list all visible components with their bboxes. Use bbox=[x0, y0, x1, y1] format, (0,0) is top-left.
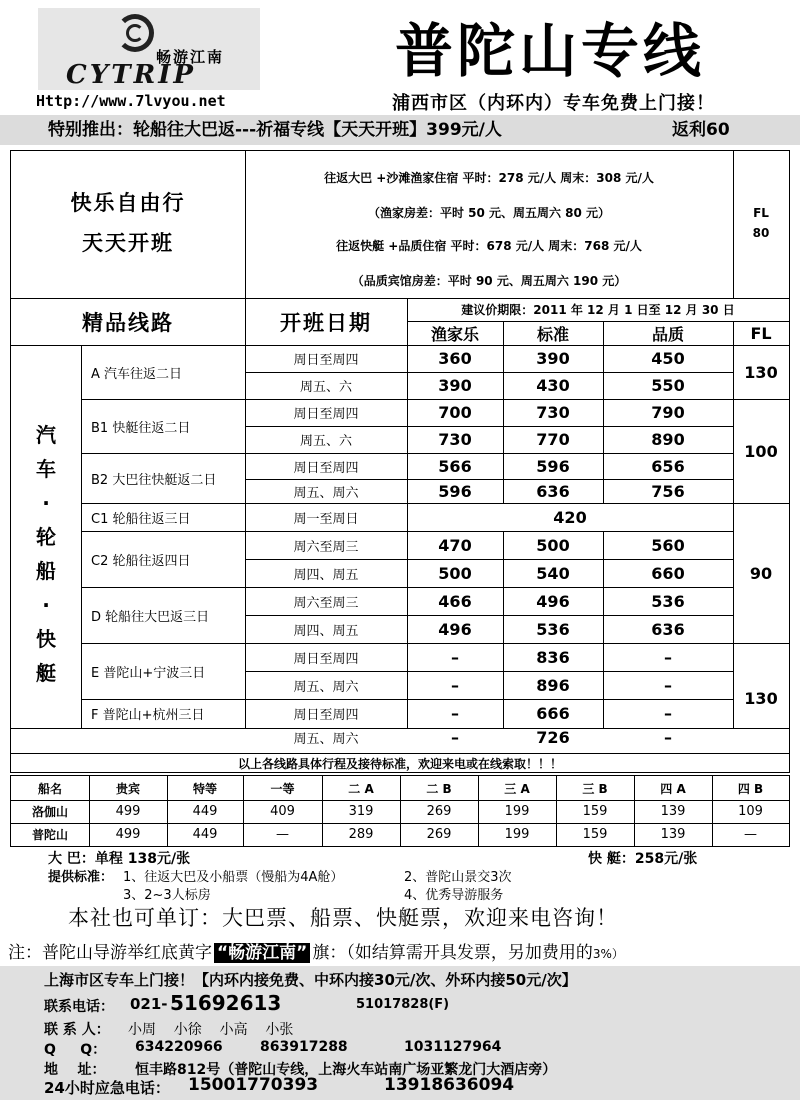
price-fisherman: – bbox=[451, 728, 459, 747]
price-fisherman: 700 bbox=[438, 403, 472, 422]
price-standard: 596 bbox=[536, 456, 570, 476]
column-route: 精品线路 bbox=[82, 310, 174, 335]
route-name: B1 快艇往返二日 bbox=[91, 420, 191, 436]
price-quality: 550 bbox=[651, 376, 685, 395]
price-fisherman: 566 bbox=[438, 456, 472, 476]
phone-prefix: 021- bbox=[130, 995, 168, 1013]
ship-cell: 269 bbox=[426, 804, 452, 819]
route-name: D 轮船往大巴返三日 bbox=[91, 609, 210, 625]
free-travel-boat-supplement: （品质宾馆房差：平时 90 元、周五周六 190 元） bbox=[351, 273, 627, 288]
qq-label: Q Q： bbox=[44, 1042, 107, 1058]
divider bbox=[478, 776, 479, 846]
table-footer-note: 以上各线路具体行程及接待标准，欢迎来电或在线索取！！！ bbox=[237, 756, 562, 771]
service-item: 3、2~3人标房 bbox=[123, 888, 211, 903]
price-quality: – bbox=[664, 704, 672, 723]
free-travel-title: 快乐自由行 bbox=[70, 191, 186, 215]
single-ticket-notice: 本社也可单订：大巴票、船票、快艇票，欢迎来电咨询！ bbox=[68, 906, 618, 930]
fl-value: 90 bbox=[749, 563, 773, 583]
divider bbox=[11, 728, 81, 729]
fl-value: 100 bbox=[744, 441, 778, 461]
emergency-label: 24小时应急电话： bbox=[44, 1079, 170, 1097]
column-fisherman: 渔家乐 bbox=[430, 324, 479, 344]
emergency-phone[interactable]: 13918636094 bbox=[384, 1075, 515, 1095]
free-travel-daily: 天天开班 bbox=[82, 231, 174, 255]
promo-banner bbox=[0, 115, 800, 145]
column-quality: 品质 bbox=[651, 324, 684, 344]
phone-label: 联系电话： bbox=[44, 999, 114, 1015]
ship-cell: 139 bbox=[660, 827, 686, 842]
guide-flag-name: “畅游江南” bbox=[214, 943, 310, 963]
route-name: C2 轮船往返四日 bbox=[91, 553, 191, 569]
ship-header-cell: 四 A bbox=[660, 781, 686, 796]
ship-cell: — bbox=[744, 827, 757, 842]
divider bbox=[556, 776, 557, 846]
qq-number[interactable]: 863917288 bbox=[260, 1039, 348, 1055]
pickup-fees: 上海市区专车上门接！【内环内接免费、中环内接30元/次、外环内接50元/次】 bbox=[44, 971, 577, 989]
qq-number[interactable]: 1031127964 bbox=[404, 1039, 502, 1055]
qq-number[interactable]: 634220966 bbox=[135, 1039, 223, 1055]
price-value: 420 bbox=[553, 507, 587, 527]
side-char: · bbox=[42, 490, 50, 515]
free-travel-boat-price: 往返快艇 +品质住宿 平时：678 元/人 周末：768 元/人 bbox=[336, 238, 642, 253]
contact-people: 小周 小徐 小高 小张 bbox=[128, 1022, 294, 1038]
divider bbox=[11, 823, 789, 824]
column-date: 开班日期 bbox=[280, 310, 372, 335]
price-standard: 496 bbox=[536, 591, 570, 611]
ship-cell: 199 bbox=[504, 827, 530, 842]
logo-chinese-name: 畅游江南 bbox=[156, 48, 225, 66]
side-char: 船 bbox=[36, 558, 56, 583]
price-standard: 726 bbox=[536, 728, 570, 747]
ship-header-cell: 四 B bbox=[737, 781, 764, 796]
fl-value: 130 bbox=[744, 688, 778, 708]
divider bbox=[81, 728, 245, 729]
departure-days: 周五、周六 bbox=[293, 732, 359, 747]
departure-days: 周五、六 bbox=[299, 380, 352, 395]
price-standard: 836 bbox=[536, 647, 570, 667]
price-quality: 536 bbox=[651, 591, 685, 611]
price-fisherman: 496 bbox=[438, 619, 472, 639]
price-quality: – bbox=[664, 728, 672, 747]
emergency-phone[interactable]: 15001770393 bbox=[188, 1075, 319, 1095]
price-fisherman: 466 bbox=[438, 591, 472, 611]
free-travel-fl-label: FL bbox=[753, 206, 769, 220]
promo-rebate: 返利60 bbox=[672, 120, 730, 140]
price-standard: 540 bbox=[536, 563, 570, 583]
ship-cell: 449 bbox=[192, 804, 218, 819]
price-standard: 390 bbox=[536, 349, 570, 368]
route-name: A 汽车往返二日 bbox=[91, 366, 183, 382]
price-fisherman: – bbox=[451, 647, 459, 667]
ship-cell: 449 bbox=[192, 827, 218, 842]
price-fisherman: 596 bbox=[438, 481, 472, 501]
ship-cell: 499 bbox=[115, 804, 141, 819]
price-standard: 770 bbox=[536, 430, 570, 449]
service-standard-label: 提供标准： bbox=[48, 870, 114, 885]
route-name: B2 大巴往快艇返二日 bbox=[91, 472, 217, 488]
address-label: 地 址： bbox=[44, 1062, 106, 1078]
price-fisherman: 730 bbox=[438, 430, 472, 449]
price-quality: 790 bbox=[651, 403, 685, 422]
price-standard: 536 bbox=[536, 619, 570, 639]
bus-ticket-price: 大 巴：单程 138元/张 bbox=[48, 851, 191, 867]
guide-flag-prefix: 注：普陀山导游举红底黄字 bbox=[8, 943, 212, 963]
departure-days: 周日至周四 bbox=[293, 353, 359, 368]
departure-days: 周六至周三 bbox=[293, 539, 359, 555]
price-quality: 890 bbox=[651, 430, 685, 449]
ship-cell: 159 bbox=[582, 804, 608, 819]
ship-header-cell: 三 B bbox=[582, 781, 608, 796]
price-fisherman: – bbox=[451, 704, 459, 723]
departure-days: 周一至周日 bbox=[293, 511, 359, 527]
departure-days: 周日至周四 bbox=[293, 407, 359, 422]
ship-cell: 499 bbox=[115, 827, 141, 842]
logo-swirl-inner-icon bbox=[126, 24, 144, 42]
ship-cell: — bbox=[276, 827, 289, 842]
ship-header-cell: 三 A bbox=[504, 781, 530, 796]
transport-side-label bbox=[11, 416, 81, 691]
ship-cell: 109 bbox=[738, 804, 763, 819]
divider bbox=[89, 776, 90, 846]
divider bbox=[243, 776, 244, 846]
price-validity: 建议价期限：2011 年 12 月 1 日至 12 月 30 日 bbox=[461, 303, 735, 317]
fl-value: 130 bbox=[744, 362, 778, 382]
pickup-subtitle: 浦西市区（内环内）专车免费上门接！ bbox=[392, 93, 715, 114]
ship-price-table bbox=[10, 775, 790, 847]
service-item: 4、优秀导游服务 bbox=[404, 888, 504, 903]
ship-header-cell: 一等 bbox=[270, 781, 295, 796]
people-label: 联 系 人： bbox=[44, 1022, 110, 1038]
divider bbox=[634, 776, 635, 846]
price-fisherman: – bbox=[451, 675, 459, 695]
price-standard: 896 bbox=[536, 675, 570, 695]
service-item: 2、普陀山景交3次 bbox=[404, 870, 512, 885]
departure-days: 周日至周四 bbox=[293, 651, 359, 667]
divider bbox=[400, 776, 401, 846]
fax-number: 51017828(F) bbox=[356, 997, 450, 1012]
price-quality: 756 bbox=[651, 481, 685, 501]
divider bbox=[322, 776, 323, 846]
ship-cell: 319 bbox=[348, 804, 374, 819]
speedboat-ticket-price: 快 艇：258元/张 bbox=[588, 851, 698, 867]
address: 恒丰路812号（普陀山专线，上海火车站南广场亚繁龙门大酒店旁） bbox=[135, 1062, 557, 1078]
free-travel-bus-price: 往返大巴 +沙滩渔家住宿 平时：278 元/人 周末：308 元/人 bbox=[324, 170, 654, 185]
side-char: 艇 bbox=[36, 660, 56, 685]
price-standard: 636 bbox=[536, 481, 570, 501]
divider bbox=[712, 776, 713, 846]
ship-cell: 409 bbox=[270, 804, 295, 819]
price-quality: 450 bbox=[651, 349, 685, 368]
departure-days: 周五、周六 bbox=[293, 679, 359, 695]
departure-days: 周四、周五 bbox=[293, 567, 359, 583]
departure-days: 周日至周四 bbox=[293, 460, 359, 476]
website-url[interactable]: Http://www.7lvyou.net bbox=[36, 92, 226, 110]
price-fisherman: 390 bbox=[438, 376, 472, 395]
departure-days: 周六至周三 bbox=[293, 595, 359, 611]
price-standard: 430 bbox=[536, 376, 570, 395]
free-travel-bus-supplement: （渔家房差：平时 50 元、周五周六 80 元） bbox=[367, 205, 611, 220]
page-title: 普陀山专线 bbox=[394, 17, 705, 85]
ship-cell: 139 bbox=[660, 804, 686, 819]
ship-cell: 289 bbox=[348, 827, 374, 842]
column-standard: 标准 bbox=[536, 324, 569, 344]
price-quality: 560 bbox=[651, 535, 685, 555]
departure-days: 周四、周五 bbox=[293, 623, 359, 639]
price-standard: 500 bbox=[536, 535, 570, 555]
side-char: 车 bbox=[36, 456, 56, 481]
route-name: F 普陀山+杭州三日 bbox=[91, 708, 205, 723]
ship-cell: 269 bbox=[426, 827, 452, 842]
promo-text: 特别推出：轮船往大巴返---祈福专线【天天开班】399元/人 bbox=[48, 120, 502, 140]
ship-cell: 洛伽山 bbox=[31, 805, 68, 819]
price-fisherman: 360 bbox=[438, 349, 472, 368]
price-standard: 666 bbox=[536, 704, 570, 723]
side-char: 汽 bbox=[36, 422, 56, 447]
ship-cell: 普陀山 bbox=[31, 828, 68, 842]
ship-header-cell: 二 A bbox=[348, 781, 374, 796]
free-travel-fl-value: 80 bbox=[752, 226, 770, 240]
side-char: · bbox=[42, 592, 50, 617]
price-quality: 660 bbox=[651, 563, 685, 583]
divider bbox=[167, 776, 168, 846]
price-fisherman: 470 bbox=[438, 535, 472, 555]
price-quality: 656 bbox=[651, 456, 685, 476]
route-name: C1 轮船往返三日 bbox=[91, 511, 191, 527]
departure-days: 周五、周六 bbox=[293, 485, 359, 501]
service-item: 1、往返大巴及小船票（慢船为4A舱） bbox=[123, 870, 344, 885]
guide-flag-suffix: 旗：（如结算需开具发票，另加费用的 bbox=[312, 943, 593, 963]
departure-days: 周日至周四 bbox=[293, 708, 359, 723]
price-quality: – bbox=[664, 675, 672, 695]
side-char: 快 bbox=[36, 626, 56, 651]
ship-cell: 159 bbox=[582, 827, 608, 842]
route-name: E 普陀山+宁波三日 bbox=[91, 665, 206, 681]
ship-cell: 199 bbox=[504, 804, 530, 819]
price-table bbox=[10, 150, 790, 773]
ship-header-cell: 二 B bbox=[426, 781, 452, 796]
logo-english-name: CYTRIP bbox=[66, 60, 196, 90]
ship-header-cell: 特等 bbox=[192, 781, 217, 796]
price-quality: – bbox=[664, 647, 672, 667]
phone-main[interactable]: 51692613 bbox=[170, 991, 282, 1015]
price-standard: 730 bbox=[536, 403, 570, 422]
ship-header-cell: 船名 bbox=[37, 781, 62, 796]
logo bbox=[38, 8, 260, 90]
ship-header-cell: 贵宾 bbox=[115, 781, 140, 796]
divider bbox=[11, 800, 789, 801]
guide-flag-percent: 3%） bbox=[592, 947, 624, 961]
side-char: 轮 bbox=[36, 524, 56, 549]
price-fisherman: 500 bbox=[438, 563, 472, 583]
column-fl: FL bbox=[750, 323, 772, 343]
guide-flag-notice bbox=[8, 938, 624, 963]
departure-days: 周五、六 bbox=[299, 434, 352, 449]
price-quality: 636 bbox=[651, 619, 685, 639]
